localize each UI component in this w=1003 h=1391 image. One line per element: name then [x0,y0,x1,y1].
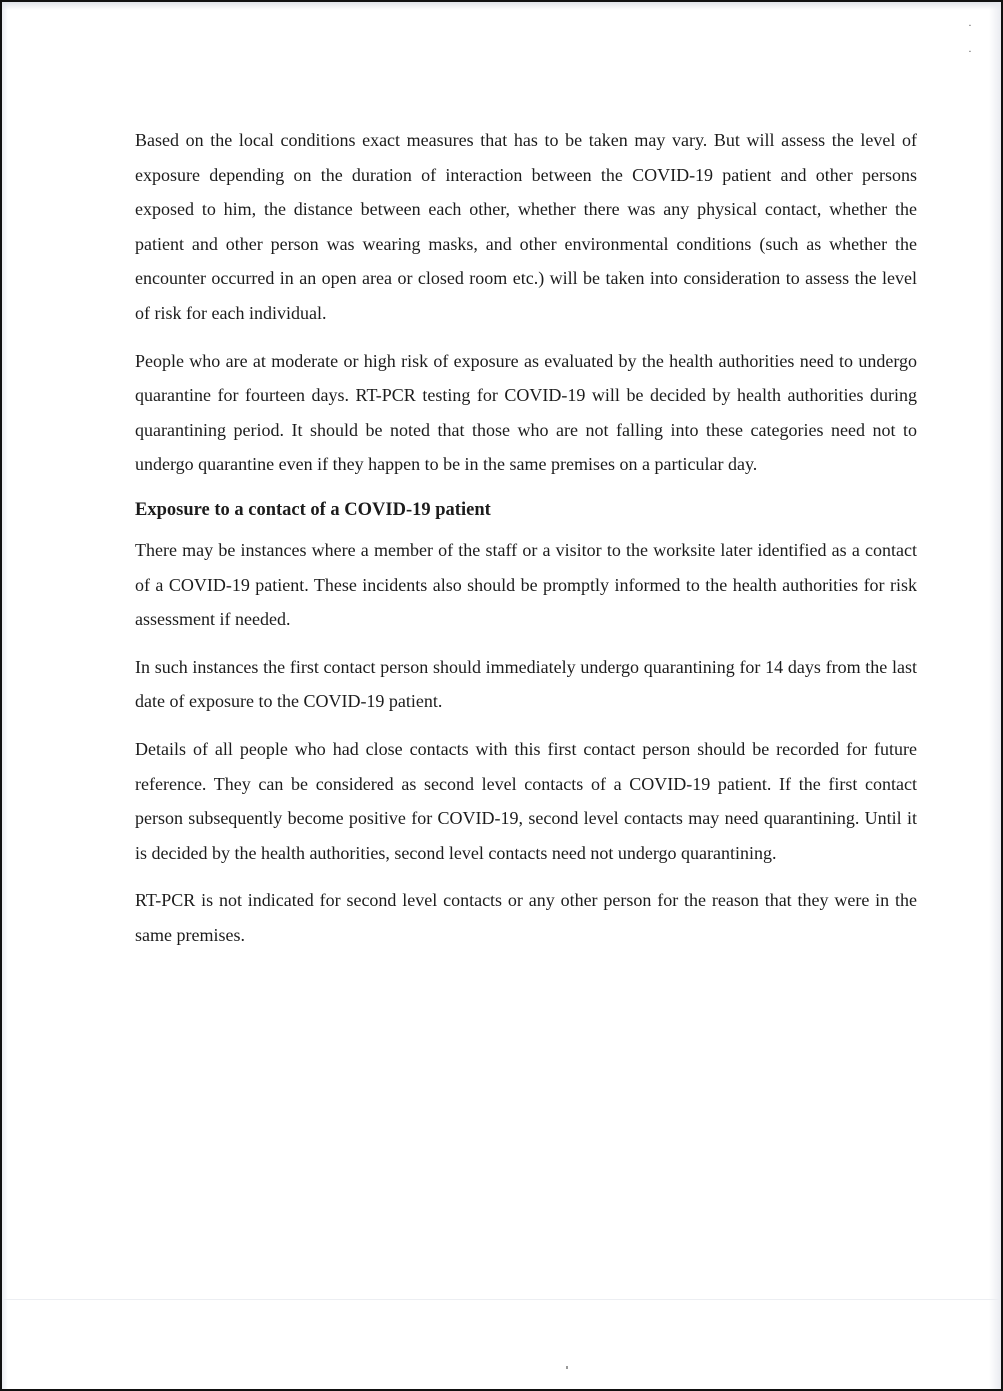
scan-shadow-right [989,0,1003,1391]
scan-dot [566,1366,568,1369]
paragraph-quarantine-criteria: People who are at moderate or high risk of exposure as evaluated by the health authorities need to undergo quarantine for fourteen days. RT-PCR testing for COVID-19 will be decided by health authorities during quarantining period. It should be noted that those who are not falling into these categories need not to undergo quarantine even if they happen to be in the same premises on a particular day. [135,350,917,475]
scan-bleed-line [0,1299,1003,1300]
section-heading: Exposure to a contact of a COVID-19 patient [135,499,491,520]
scan-shadow-top [0,0,1003,10]
paragraph-rt-pcr: RT-PCR is not indicated for second level contacts or any other person for the reason that they were in the same premises. [135,890,917,945]
paragraph-first-contact: In such instances the first contact person should immediately undergo quarantining for 14 days from the last date of exposure to the COVID-19 patient. [135,656,917,712]
scan-shadow-left [0,0,8,1391]
document-body [135,123,917,952]
paragraph-second-level-contacts: Details of all people who had close contacts with this first contact person should be recorded for future reference. They can be considered as second level contacts of a COVID-19 patient. If the first contact person subsequently become positive for COVID-19, second level contacts may need quarantining. Until it is decided by the health authorities, second level contacts need not undergo quarantining. [135,738,917,863]
paragraph-worksite-contact: There may be instances where a member of the staff or a visitor to the worksite later identified as a contact of a COVID-19 patient. These incidents also should be promptly informed to the health authorities for risk assessment if needed. [135,539,917,630]
paragraph-risk-assessment: Based on the local conditions exact measures that has to be taken may vary. But will assess the level of exposure depending on the duration of interaction between the COVID-19 patient and other persons exposed to him, the distance between each other, whether there was any physical contact, whether the patient and other person was wearing masks, and other environmental conditions (such as whether the encounter occurred in an open area or closed room etc.) will be taken into consideration to assess the level of risk for each individual. [135,130,917,323]
scan-specks: · · [968,21,972,58]
